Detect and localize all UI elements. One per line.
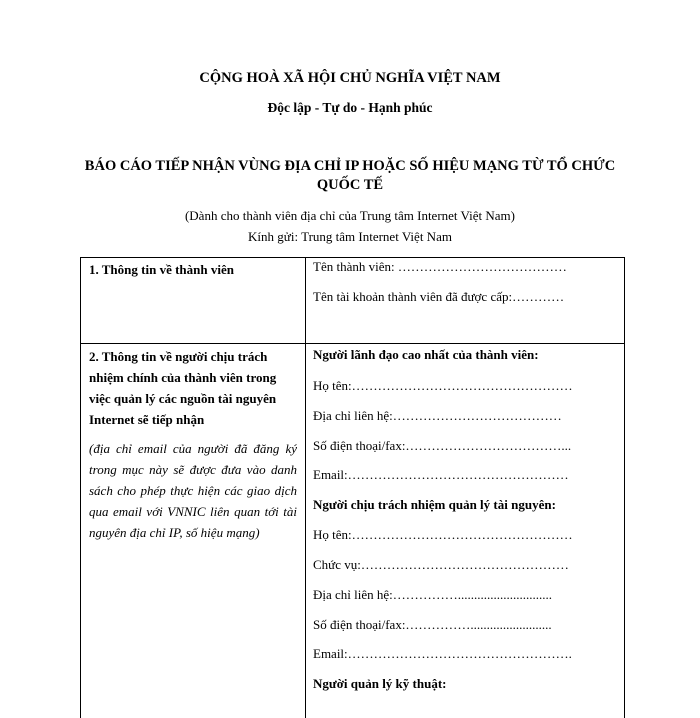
recipient: Kính gửi: Trung tâm Internet Việt Nam [248, 229, 452, 244]
resource-phone-field[interactable]: Số điện thoại/fax:……………......................... [313, 617, 552, 632]
leader-heading: Người lãnh đạo cao nhất của thành viên: [313, 347, 539, 362]
motto: Độc lập - Tự do - Hạnh phúc [267, 100, 433, 115]
report-title [0, 157, 700, 195]
leader-address-field[interactable]: Địa chỉ liên hệ:………………………………… [313, 408, 562, 423]
section2-heading: 2. Thông tin về người chịu trách nhiệm chính của thành viên trong việc quản lý các nguồn tài nguyên Internet sẽ tiếp nhận [89, 349, 277, 427]
form-table [80, 257, 625, 718]
tech-heading: Người quản lý kỹ thuật: [313, 676, 447, 691]
leader-email-field[interactable]: Email:…………………………………………… [313, 467, 569, 482]
section2-note: (địa chỉ email của người đã đăng ký trong mục này sẽ được đưa vào danh sách cho phép thực hiện các giao dịch qua email với VNNIC liên quan tới tài nguyên địa chỉ IP, số hiệu mạng) [89, 441, 297, 540]
subtitle: (Dành cho thành viên địa chỉ của Trung tâm Internet Việt Nam) [184, 208, 516, 223]
resource-email-field[interactable]: Email:……………………………………………. [313, 646, 572, 661]
resource-position-field[interactable]: Chức vụ:………………………………………… [313, 557, 569, 572]
leader-name-field[interactable]: Họ tên:…………………………………………… [313, 378, 573, 393]
column-divider [305, 258, 306, 718]
report-title-line2: QUỐC TẾ [316, 177, 384, 193]
resource-address-field[interactable]: Địa chỉ liên hệ:……………............................. [313, 587, 553, 602]
country-header: CỘNG HOÀ XÃ HỘI CHỦ NGHĨA VIỆT NAM [199, 70, 501, 86]
row-divider [81, 343, 624, 344]
report-title-line1: BÁO CÁO TIẾP NHẬN VÙNG ĐỊA CHỈ IP HOẶC SỐ HIỆU MẠNG TỪ TỔ CHỨC [84, 158, 616, 174]
section1-heading: 1. Thông tin về thành viên [89, 262, 234, 277]
member-account-field[interactable]: Tên tài khoản thành viên đã được cấp:………… [313, 289, 565, 304]
leader-phone-field[interactable]: Số điện thoại/fax:………………………………... [313, 438, 572, 453]
resource-heading: Người chịu trách nhiệm quản lý tài nguyên: [313, 497, 556, 512]
resource-name-field[interactable]: Họ tên:…………………………………………… [313, 527, 573, 542]
member-name-field[interactable]: Tên thành viên: ………………………………… [313, 259, 567, 274]
